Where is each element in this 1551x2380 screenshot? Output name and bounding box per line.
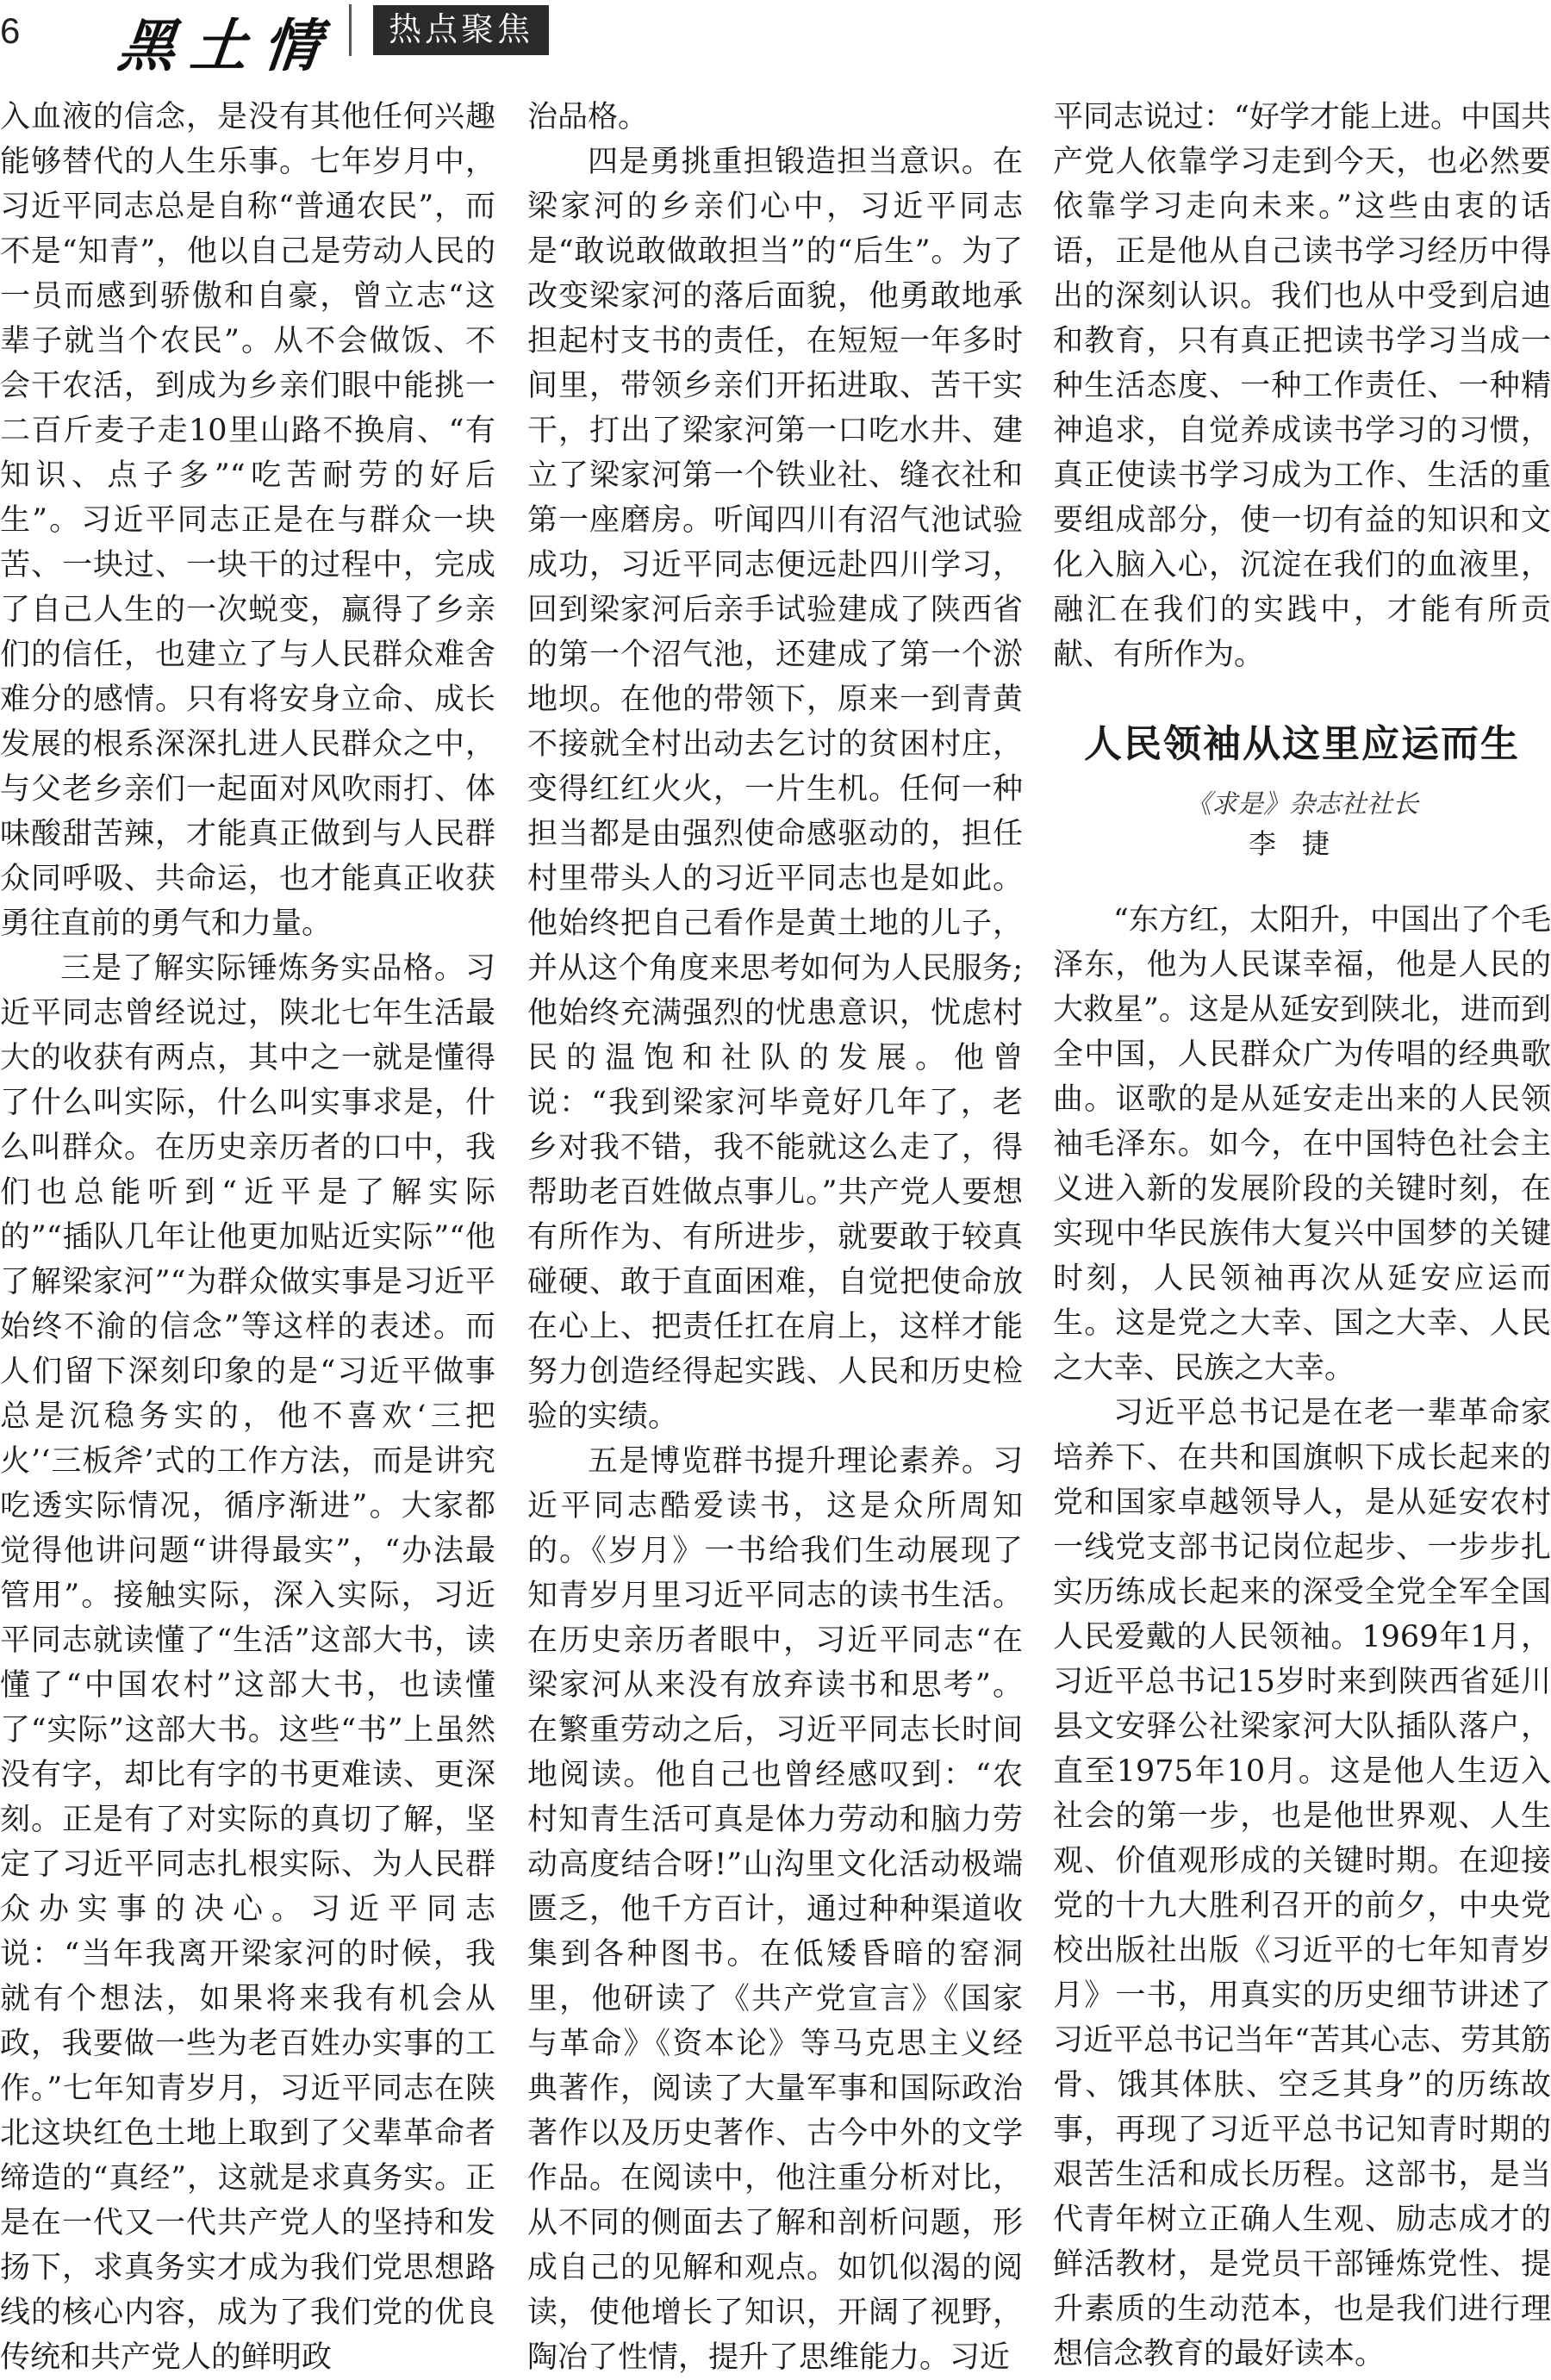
paragraph: 习近平总书记是在老一辈革命家培养下、在共和国旗帜下成长起来的党和国家卓越领导人，是从延安农村一线党支部书记岗位起步、一步步扎实历练成长起来的深受全党全军全国人民爱戴的人民领袖。1969年1月，习近平总书记15岁时来到陕西省延川县文安驿公社梁家河大队插队落户，直至1975年10月。这是他人生迈入社会的第一步，也是他世界观、人生观、价值观形成的关键时期。在迎接党的十九大胜利召开的前夕，中央党校出版社出版《习近平的七年知青岁月》一书，用真实的历史细节讲述了习近平总书记当年“苦其心志、劳其筋骨、饿其体肤、空乏其身”的历练故事，再现了习近平总书记知青时期的艰苦生活和成长历程。这部书，是当代青年树立正确人生观、励志成才的鲜活教材，是党员干部锤炼党性、提升素质的生动范本，也是我们进行理想信念教育的最好读本。 [1053, 1396, 1551, 2371]
text-column-2 [527, 95, 1023, 2375]
section-tag: 热点聚焦 [373, 5, 549, 55]
author-name: 李捷 [1248, 827, 1355, 860]
page-header [0, 0, 1551, 95]
masthead-logo: 黑土情 [115, 12, 339, 79]
page-number: 6 [0, 10, 21, 51]
paragraph: 五是博览群书提升理论素养。习近平同志酷爱读书，这是众所周知的。《岁月》一书给我们生动展现了知青岁月里习近平同志的读书生活。在历史亲历者眼中，习近平同志“在梁家河从来没有放弃读书和思考”。在繁重劳动之后，习近平同志长时间地阅读。他自己也曾经感叹到：“农村知青生活可真是体力劳动和脑力劳动高度结合呀!”山沟里文化活动极端匮乏，他千方百计，通过种种渠道收集到各种图书。在低矮昏暗的窑洞里，他研读了《共产党宣言》《国家与革命》《资本论》等马克思主义经典著作，阅读了大量军事和国际政治著作以及历史著作、古今中外的文学作品。在阅读中，他注重分析对比，从不同的侧面去了解和剖析问题，形成自己的见解和观点。如饥似渴的阅读，使他增长了知识，开阔了视野，陶冶了性情，提升了思维能力。习近 [527, 1444, 1023, 2375]
paragraph: 四是勇挑重担锻造担当意识。在梁家河的乡亲们心中，习近平同志是“敢说敢做敢担当”的“后生”。为了改变梁家河的落后面貌，他勇敢地承担起村支书的责任，在短短一年多时间里，带领乡亲们开拓进取、苦干实干，打出了梁家河第一口吃水井、建立了梁家河第一个铁业社、缝衣社和第一座磨房。听闻四川有沼气池试验成功，习近平同志便远赴四川学习，回到梁家河后亲手试验建成了陕西省的第一个沼气池，还建成了第一个淤地坝。在他的带领下，原来一到青黄不接就全村出动去乞讨的贫困村庄，变得红红火火，一片生机。任何一种担当都是由强烈使命感驱动的，担任村里带头人的习近平同志也是如此。他始终把自己看作是黄土地的儿子，并从这个角度来思考如何为人民服务;他始终充满强烈的忧患意识，忧虑村民的温饱和社队的发展。他曾说：“我到梁家河毕竟好几年了，老乡对我不错，我不能就这么走了，得帮助老百姓做点事儿。”共产党人要想有所作为、有所进步，就要敢于较真碰硬、敢于直面困难，自觉把使命放在心上、把责任扛在肩上，这样才能努力创造经得起实践、人民和历史检验的实绩。 [527, 145, 1023, 1434]
paragraph: 平同志说过：“好学才能上进。中国共产党人依靠学习走到今天，也必然要依靠学习走向未来。”这些由衷的话语，正是他从自己读书学习经历中得出的深刻认识。我们也从中受到启迪和教育，只有真正把读书学习当成一种生活态度、一种工作责任、一种精神追求，自觉养成读书学习的习惯，真正使读书学习成为工作、生活的重要组成部分，使一切有益的知识和文化入脑入心，沉淀在我们的血液里，融汇在我们的实践中，才能有所贡献、有所作为。 [1053, 100, 1551, 672]
paragraph: 三是了解实际锤炼务实品格。习近平同志曾经说过，陕北七年生活最大的收获有两点，其中之一就是懂得了什么叫实际，什么叫实事求是，什么叫群众。在历史亲历者的口中，我们也总能听到“近平是了解实际的”“插队几年让他更加贴近实际”“他了解梁家河”“为群众做实事是习近平始终不渝的信念”等这样的表述。而人们留下深刻印象的是“习近平做事总是沉稳务实的，他不喜欢‘三把火’‘三板斧’式的工作方法，而是讲究吃透实际情况，循序渐进”。大家都觉得他讲问题“讲得最实”，“办法最管用”。接触实际，深入实际，习近平同志就读懂了“生活”这部大书，读懂了“中国农村”这部大书，也读懂了“实际”这部大书。这些“书”上虽然没有字，却比有字的书更难读、更深刻。正是有了对实际的真切了解，坚定了习近平同志扎根实际、为人民群众办实事的决心。习近平同志说：“当年我离开梁家河的时候，我就有个想法，如果将来我有机会从政，我要做一些为老百姓办实事的工作。”七年知青岁月，习近平同志在陕北这块红色土地上取到了父辈革命者缔造的“真经”，这就是求真务实。正是在一代又一代共产党人的坚持和发扬下，求真务实才成为我们党思想路线的核心内容，成为了我们党的优良传统和共产党人的鲜明政 [0, 951, 495, 2375]
paragraph: “东方红，太阳升，中国出了个毛泽东，他为人民谋幸福，他是人民的大救星”。这是从延安到陕北，进而到全中国，人民群众广为传唱的经典歌曲。讴歌的是从延安走出来的人民领袖毛泽东。如今，在中国特色社会主义进入新的发展阶段的关键时刻，在实现中华民族伟大复兴中国梦的关键时刻，人民领袖再次从延安应运而生。这是党之大幸、国之大幸、人民之大幸、民族之大幸。 [1053, 903, 1551, 1386]
paragraph: 入血液的信念，是没有其他任何兴趣能够替代的人生乐事。七年岁月中，习近平同志总是自称“普通农民”，而不是“知青”，他以自己是劳动人民的一员而感到骄傲和自豪，曾立志“这辈子就当个农民”。从不会做饭、不会干农活，到成为乡亲们眼中能挑一二百斤麦子走10里山路不换肩、“有知识、点子多”“吃苦耐劳的好后生”。习近平同志正是在与群众一块苦、一块过、一块干的过程中，完成了自己人生的一次蜕变，赢得了乡亲们的信任，也建立了与人民群众难舍难分的感情。只有将安身立命、成长发展的根系深深扎进人民群众之中，与父老乡亲们一起面对风吹雨打、体味酸甜苦辣，才能真正做到与人民群众同呼吸、共命运，也才能真正收获勇往直前的勇气和力量。 [0, 100, 495, 941]
text-column-3 [1053, 95, 1551, 2371]
paragraph: 治品格。 [527, 100, 649, 134]
article-title: 人民领袖从这里应运而生 [1084, 722, 1520, 766]
header-divider [349, 4, 352, 56]
author-affiliation: 《求是》杂志社社长 [1186, 789, 1418, 819]
text-column-1 [0, 95, 495, 2375]
